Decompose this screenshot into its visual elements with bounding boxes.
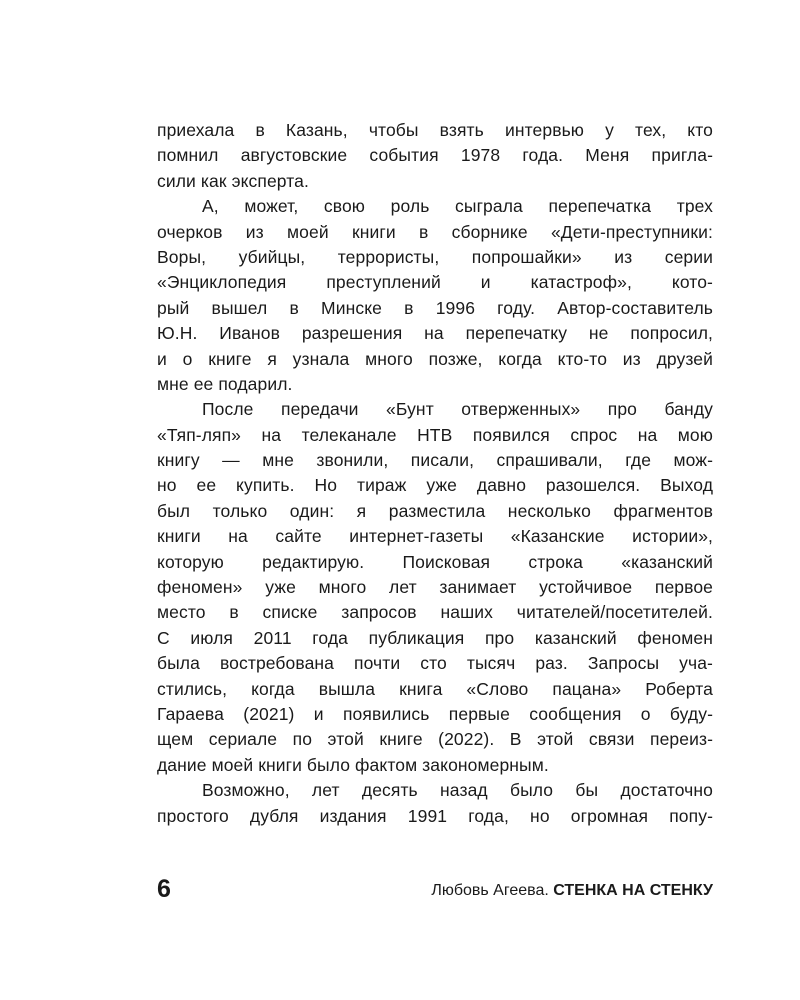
text-line: сили как эксперта. <box>157 170 309 191</box>
page-footer <box>157 874 713 906</box>
text-line: дание моей книги было фактом закономерным. <box>157 754 549 775</box>
running-head <box>431 881 713 901</box>
text-line: рый вышел в Минске в 1996 году. Автор-составитель <box>157 297 713 318</box>
page-number: 6 <box>157 875 171 903</box>
text-line: и о книге я узнала много позже, когда кто-то из друзей <box>157 348 713 369</box>
text-line: С июля 2011 года публикация про казанский феномен <box>157 627 713 648</box>
text-line: Гараева (2021) и появились первые сообщения о буду- <box>157 703 713 724</box>
text-line: место в списке запросов наших читателей/посетителей. <box>157 602 713 623</box>
text-line: книги на сайте интернет-газеты «Казанские истории», <box>157 526 713 547</box>
text-line: но ее купить. Но тираж уже давно разошелся. Выход <box>157 475 713 496</box>
text-line: была востребована почти сто тысяч раз. Запросы уча- <box>157 653 713 674</box>
text-line: которую редактирую. Поисковая строка «казанский <box>157 551 713 572</box>
book-title: СТЕНКА НА СТЕНКУ <box>553 882 713 899</box>
text-line: был только один: я разместила несколько фрагментов <box>157 500 713 521</box>
text-line: мне ее подарил. <box>157 373 293 394</box>
text-line: Ю.Н. Иванов разрешения на перепечатку не попросил, <box>157 323 713 344</box>
text-line: помнил августовские события 1978 года. Меня пригла- <box>157 145 713 166</box>
body-text <box>157 118 713 829</box>
text-line: приехала в Казань, чтобы взять интервью у тех, кто <box>157 120 713 140</box>
text-line: простого дубля издания 1991 года, но огромная попу- <box>157 805 713 826</box>
text-line: книгу — мне звонили, писали, спрашивали, где мож- <box>157 450 713 471</box>
paragraph-start-line: А, может, свою роль сыграла перепечатка трех <box>202 196 713 217</box>
text-line: Воры, убийцы, террористы, попрошайки» из серии <box>157 246 713 267</box>
text-line: «Энциклопедия преступлений и катастроф», кото- <box>157 272 713 293</box>
paragraph-start-line: После передачи «Бунт отверженных» про банду <box>202 399 713 420</box>
text-line: стились, когда вышла книга «Слово пацана» Роберта <box>157 678 713 699</box>
text-line: феномен» уже много лет занимает устойчивое первое <box>157 577 713 598</box>
text-line: щем сериале по этой книге (2022). В этой связи переиз- <box>157 729 713 750</box>
author-name: Любовь Агеева. <box>431 882 549 899</box>
text-line: «Тяп-ляп» на телеканале НТВ появился спрос на мою <box>157 424 713 445</box>
text-line: очерков из моей книги в сборнике «Дети-преступники: <box>157 221 713 242</box>
paragraph-start-line: Возможно, лет десять назад было бы достаточно <box>202 780 713 801</box>
